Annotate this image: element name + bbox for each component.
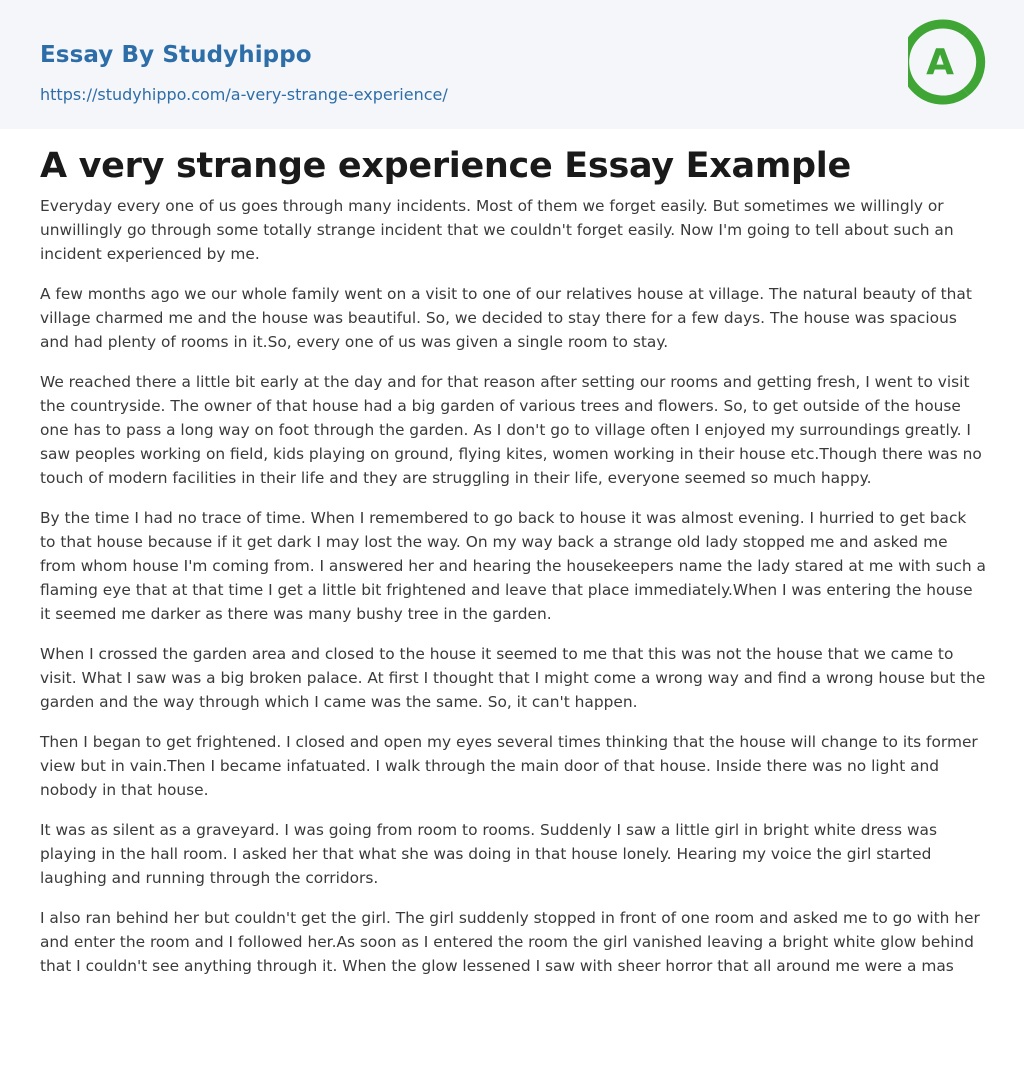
essay-paragraph: I also ran behind her but couldn't get the girl. The girl suddenly stopped in front of one room and asked me to go with her and enter the room and I followed her.As soon as I entered the room the girl vanished leaving a bright white glow behind that I couldn't see anything through it. When the glow lessened I saw with sheer horror that all around me were a mas — [40, 909, 980, 975]
essay-paragraph: Everyday every one of us goes through many incidents. Most of them we forget easily. But sometimes we willingly or unwillingly go through some totally strange incident that we couldn't forget easily. Now I'm going to tell about such an incident experienced by me. — [40, 197, 954, 263]
site-header — [0, 0, 1024, 129]
studyhippo-logo-icon[interactable] — [908, 18, 988, 106]
essay-body — [40, 194, 986, 994]
logo-letter: A — [926, 42, 954, 83]
essay-paragraph: When I crossed the garden area and closed to the house it seemed to me that this was not the house that we came to visit. What I saw was a big broken palace. At first I thought that I might come a wrong way and find a wrong house but the garden and the way through which I came was the same. So, it can't happen. — [40, 645, 986, 711]
essay-paragraph: We reached there a little bit early at the day and for that reason after setting our rooms and getting fresh, I went to visit the countryside. The owner of that house had a big garden of various trees and flowers. So, to get outside of the house one has to pass a long way on foot through the garden. As I don't go to village often I enjoyed my surroundings greatly. I saw peoples working on field, kids playing on ground, flying kites, women working in their house etc.Though there was no touch of modern facilities in their life and they are struggling in their life, everyone seemed so much happy. — [40, 373, 982, 487]
source-url-link[interactable]: https://studyhippo.com/a-very-strange-experience/ — [40, 85, 448, 104]
essay-paragraph: A few months ago we our whole family went on a visit to one of our relatives house at village. The natural beauty of that village charmed me and the house was beautiful. So, we decided to stay there for a few days. The house was spacious and had plenty of rooms in it.So, every one of us was given a single room to stay. — [40, 285, 972, 351]
essay-paragraph: Then I began to get frightened. I closed and open my eyes several times thinking that the house will change to its former view but in vain.Then I became infatuated. I walk through the main door of that house. Inside there was no light and nobody in that house. — [40, 733, 978, 799]
brand-title[interactable]: Essay By Studyhippo — [40, 42, 312, 68]
essay-paragraph: By the time I had no trace of time. When I remembered to go back to house it was almost evening. I hurried to get back to that house because if it get dark I may lost the way. On my way back a strange old lady stopped me and asked me from whom house I'm coming from. I answered her and hearing the housekeepers name the lady stared at me with such a flaming eye that at that time I get a little bit frightened and leave that place immediately.When I was entering the house it seemed me darker as there was many bushy tree in the garden. — [40, 509, 986, 623]
essay-paragraph: It was as silent as a graveyard. I was going from room to rooms. Suddenly I saw a little girl in bright white dress was playing in the hall room. I asked her that what she was doing in that house lonely. Hearing my voice the girl started laughing and running through the corridors. — [40, 821, 937, 887]
page-title: A very strange experience Essay Example — [40, 146, 851, 186]
